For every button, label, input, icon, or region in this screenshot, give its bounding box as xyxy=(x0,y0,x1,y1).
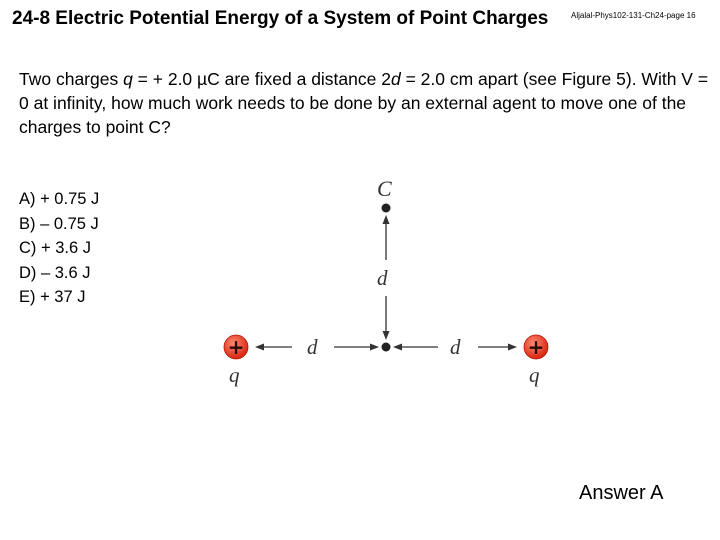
problem-text: Two charges q = + 2.0 µC are fixed a distance 2d = 2.0 cm apart (see Figure 5). With V = 0 at infinity, how much work needs to be done by an external agent to move one of the charges to point C? xyxy=(19,69,709,137)
answer-label: Answer A xyxy=(579,482,664,504)
right-charge-q-label: q xyxy=(529,363,540,387)
point-c-label: C xyxy=(377,176,392,201)
choice-d: D) – 3.6 J xyxy=(19,263,91,282)
point-c-dot xyxy=(382,204,391,213)
svg-text:+: + xyxy=(527,335,545,359)
slide-title: 24-8 Electric Potential Energy of a System of Point Charges xyxy=(12,8,549,29)
svg-text:+: + xyxy=(227,335,245,359)
right-charge xyxy=(524,335,548,359)
left-charge-q-label: q xyxy=(229,363,240,387)
choice-c: C) + 3.6 J xyxy=(19,239,91,257)
choice-e: E) + 37 J xyxy=(19,288,86,306)
left-d-label: d xyxy=(307,335,318,359)
choice-b: B) – 0.75 J xyxy=(19,214,99,233)
center-point-dot xyxy=(382,343,391,352)
page-reference: Aljalal-Phys102-131-Ch24-page 16 xyxy=(571,11,696,20)
choice-a: A) + 0.75 J xyxy=(19,190,100,208)
vertical-d-label: d xyxy=(377,266,388,290)
left-charge xyxy=(224,335,248,359)
right-d-label: d xyxy=(450,335,461,359)
